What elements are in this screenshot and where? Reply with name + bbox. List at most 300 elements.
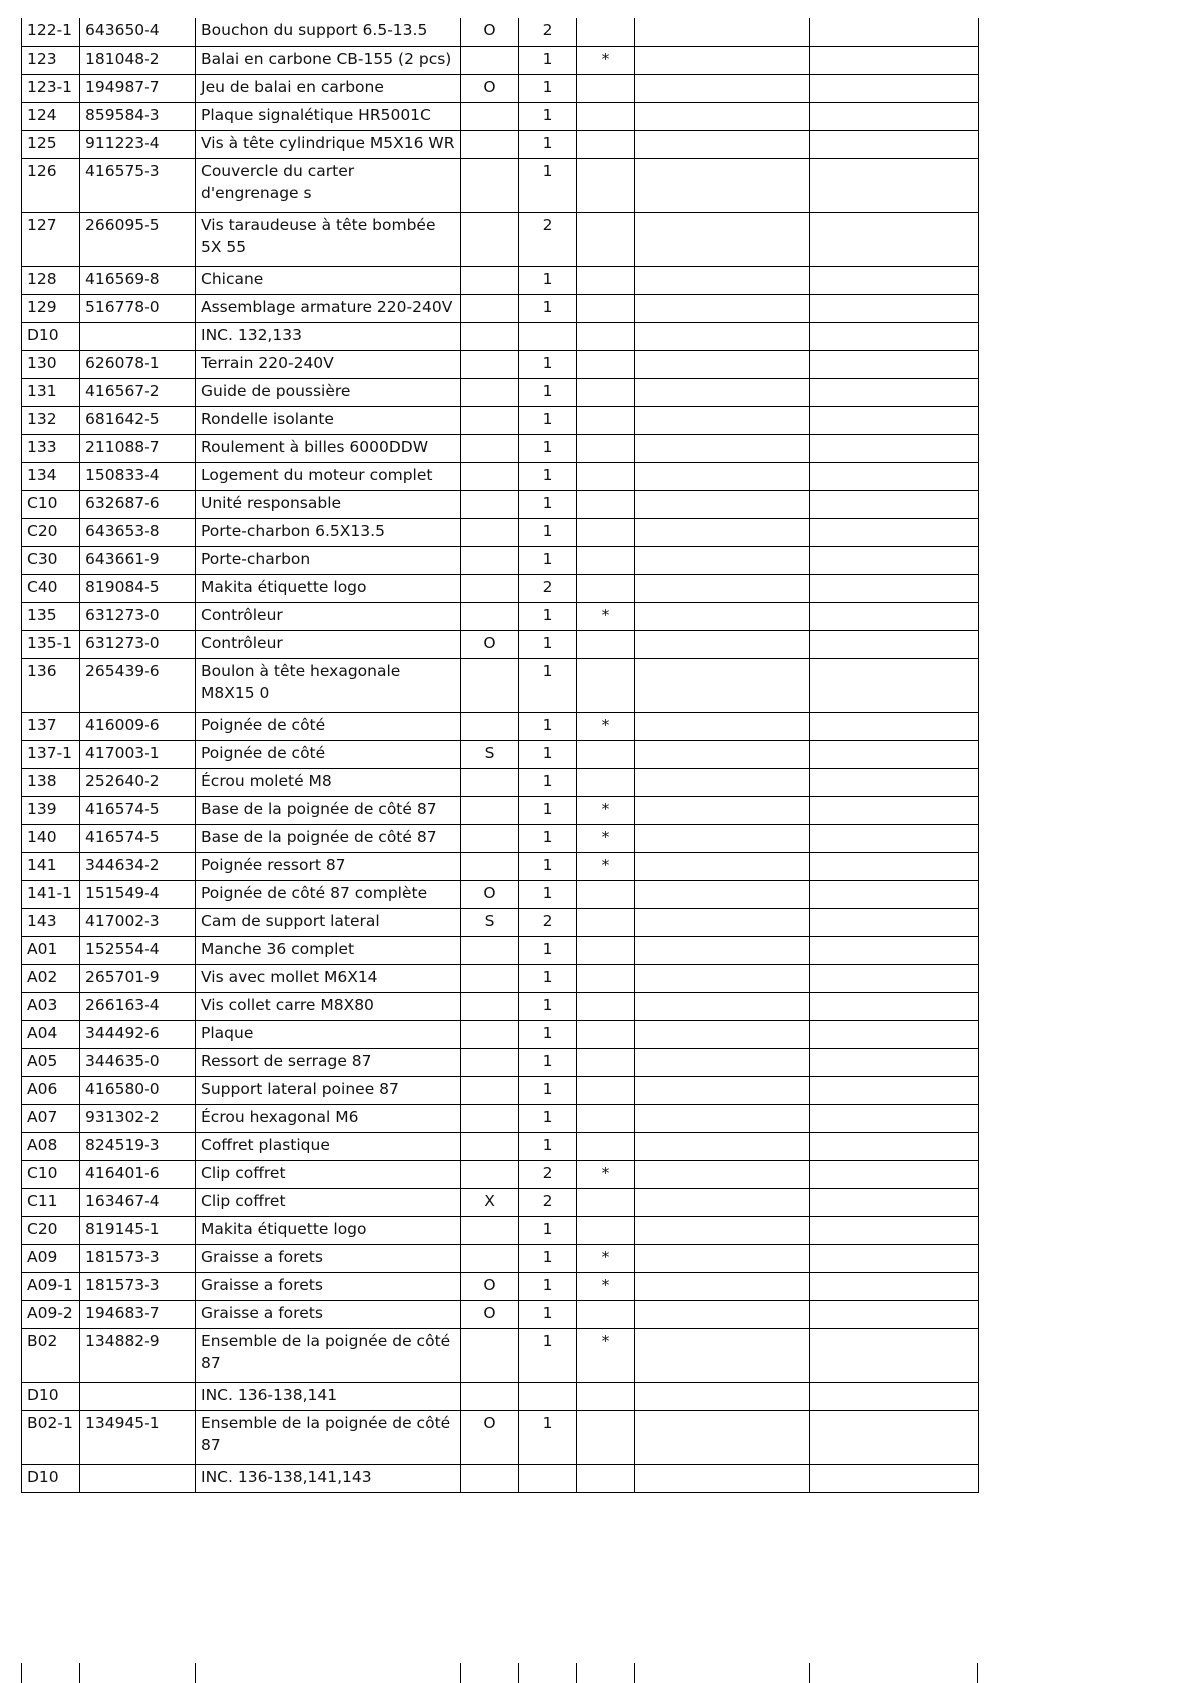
description-cell: Vis à tête cylindrique M5X16 WR (196, 130, 461, 158)
note-cell: * (577, 824, 635, 852)
note-cell (577, 74, 635, 102)
blank-cell (635, 880, 810, 908)
note-cell (577, 102, 635, 130)
mark-cell (461, 158, 519, 212)
mark-cell: O (461, 1410, 519, 1464)
description-cell: Balai en carbone CB-155 (2 pcs) (196, 46, 461, 74)
blank-cell (635, 1272, 810, 1300)
note-cell (577, 462, 635, 490)
item-number-cell: A02 (22, 964, 80, 992)
note-cell: * (577, 1272, 635, 1300)
description-cell: Ressort de serrage 87 (196, 1048, 461, 1076)
blank-cell (635, 1020, 810, 1048)
mark-cell (461, 1382, 519, 1410)
item-number-cell: 128 (22, 266, 80, 294)
blank-cell (810, 212, 979, 266)
item-number-cell: A01 (22, 936, 80, 964)
item-number-cell: A09-2 (22, 1300, 80, 1328)
quantity-cell: 1 (519, 1216, 577, 1244)
mark-cell (461, 1104, 519, 1132)
table-row (22, 992, 979, 1020)
quantity-cell: 1 (519, 1272, 577, 1300)
blank-cell (810, 266, 979, 294)
quantity-cell: 1 (519, 630, 577, 658)
table-continuation (21, 1663, 978, 1683)
quantity-cell: 1 (519, 964, 577, 992)
note-cell: * (577, 602, 635, 630)
table-row (22, 574, 979, 602)
note-cell (577, 630, 635, 658)
part-number-cell: 134882-9 (80, 1328, 196, 1382)
blank-cell (810, 74, 979, 102)
parts-table-body (22, 18, 979, 1492)
blank-cell (810, 1328, 979, 1382)
table-row (22, 908, 979, 936)
part-number-cell (80, 1464, 196, 1492)
column-divider (809, 1663, 810, 1683)
table-row (22, 518, 979, 546)
mark-cell (461, 490, 519, 518)
mark-cell (461, 546, 519, 574)
quantity-cell (519, 322, 577, 350)
part-number-cell: 194683-7 (80, 1300, 196, 1328)
blank-cell (810, 490, 979, 518)
quantity-cell: 1 (519, 712, 577, 740)
blank-cell (635, 908, 810, 936)
parts-table (21, 18, 979, 1493)
quantity-cell: 1 (519, 1020, 577, 1048)
quantity-cell: 2 (519, 1160, 577, 1188)
blank-cell (635, 1328, 810, 1382)
quantity-cell: 1 (519, 796, 577, 824)
mark-cell (461, 130, 519, 158)
item-number-cell: A07 (22, 1104, 80, 1132)
note-cell (577, 18, 635, 46)
part-number-cell: 265439-6 (80, 658, 196, 712)
description-cell: Makita étiquette logo (196, 574, 461, 602)
item-number-cell: 141-1 (22, 880, 80, 908)
column-divider (195, 1663, 196, 1683)
item-number-cell: 124 (22, 102, 80, 130)
blank-cell (810, 852, 979, 880)
mark-cell (461, 712, 519, 740)
description-cell: Chicane (196, 266, 461, 294)
mark-cell: O (461, 18, 519, 46)
description-cell: Poignée de côté (196, 712, 461, 740)
blank-cell (635, 1244, 810, 1272)
blank-cell (810, 518, 979, 546)
description-cell: Poignée de côté (196, 740, 461, 768)
blank-cell (635, 852, 810, 880)
item-number-cell: 143 (22, 908, 80, 936)
table-row (22, 462, 979, 490)
blank-cell (635, 518, 810, 546)
quantity-cell: 1 (519, 46, 577, 74)
blank-cell (810, 434, 979, 462)
item-number-cell: A03 (22, 992, 80, 1020)
quantity-cell: 1 (519, 1244, 577, 1272)
note-cell (577, 1048, 635, 1076)
description-cell: Vis collet carre M8X80 (196, 992, 461, 1020)
blank-cell (635, 158, 810, 212)
item-number-cell: 139 (22, 796, 80, 824)
description-cell: Guide de poussière (196, 378, 461, 406)
part-number-cell: 859584-3 (80, 102, 196, 130)
description-cell: Écrou moleté M8 (196, 768, 461, 796)
description-cell: Porte-charbon 6.5X13.5 (196, 518, 461, 546)
table-row (22, 1132, 979, 1160)
column-divider (79, 1663, 80, 1683)
table-row (22, 322, 979, 350)
quantity-cell: 1 (519, 74, 577, 102)
quantity-cell: 1 (519, 1048, 577, 1076)
blank-cell (810, 1300, 979, 1328)
mark-cell (461, 294, 519, 322)
item-number-cell: A09-1 (22, 1272, 80, 1300)
blank-cell (810, 1382, 979, 1410)
mark-cell (461, 102, 519, 130)
table-row (22, 266, 979, 294)
description-cell: Coffret plastique (196, 1132, 461, 1160)
note-cell (577, 1188, 635, 1216)
note-cell (577, 434, 635, 462)
part-number-cell: 265701-9 (80, 964, 196, 992)
blank-cell (810, 658, 979, 712)
table-row (22, 378, 979, 406)
table-row (22, 46, 979, 74)
item-number-cell: A08 (22, 1132, 80, 1160)
part-number-cell: 252640-2 (80, 768, 196, 796)
blank-cell (810, 1104, 979, 1132)
mark-cell (461, 824, 519, 852)
note-cell: * (577, 712, 635, 740)
blank-cell (635, 350, 810, 378)
part-number-cell: 163467-4 (80, 1188, 196, 1216)
quantity-cell: 1 (519, 546, 577, 574)
item-number-cell: A06 (22, 1076, 80, 1104)
blank-cell (635, 212, 810, 266)
table-row (22, 1300, 979, 1328)
mark-cell (461, 1076, 519, 1104)
part-number-cell: 150833-4 (80, 462, 196, 490)
blank-cell (810, 378, 979, 406)
blank-cell (635, 630, 810, 658)
table-row (22, 1020, 979, 1048)
part-number-cell: 416580-0 (80, 1076, 196, 1104)
item-number-cell: C10 (22, 1160, 80, 1188)
quantity-cell: 2 (519, 574, 577, 602)
quantity-cell: 1 (519, 880, 577, 908)
note-cell (577, 1464, 635, 1492)
blank-cell (635, 102, 810, 130)
blank-cell (635, 740, 810, 768)
quantity-cell: 1 (519, 130, 577, 158)
column-divider (576, 1663, 577, 1683)
description-cell: Écrou hexagonal M6 (196, 1104, 461, 1132)
mark-cell (461, 602, 519, 630)
item-number-cell: A04 (22, 1020, 80, 1048)
mark-cell (461, 768, 519, 796)
blank-cell (635, 964, 810, 992)
item-number-cell: 141 (22, 852, 80, 880)
description-cell: Poignée ressort 87 (196, 852, 461, 880)
note-cell (577, 1020, 635, 1048)
description-cell: Plaque signalétique HR5001C (196, 102, 461, 130)
mark-cell (461, 936, 519, 964)
note-cell (577, 350, 635, 378)
blank-cell (635, 322, 810, 350)
quantity-cell: 1 (519, 740, 577, 768)
quantity-cell: 1 (519, 1410, 577, 1464)
table-row (22, 1464, 979, 1492)
table-row (22, 294, 979, 322)
mark-cell (461, 434, 519, 462)
description-cell: Assemblage armature 220-240V (196, 294, 461, 322)
part-number-cell: 631273-0 (80, 602, 196, 630)
item-number-cell: C11 (22, 1188, 80, 1216)
item-number-cell: C10 (22, 490, 80, 518)
part-number-cell: 631273-0 (80, 630, 196, 658)
table-row (22, 434, 979, 462)
part-number-cell: 416569-8 (80, 266, 196, 294)
part-number-cell: 152554-4 (80, 936, 196, 964)
blank-cell (810, 158, 979, 212)
item-number-cell: 135 (22, 602, 80, 630)
blank-cell (635, 490, 810, 518)
part-number-cell: 819084-5 (80, 574, 196, 602)
blank-cell (635, 46, 810, 74)
item-number-cell: C20 (22, 518, 80, 546)
mark-cell (461, 212, 519, 266)
table-row (22, 602, 979, 630)
table-row (22, 1382, 979, 1410)
part-number-cell: 211088-7 (80, 434, 196, 462)
item-number-cell: 132 (22, 406, 80, 434)
part-number-cell: 417002-3 (80, 908, 196, 936)
item-number-cell: 123 (22, 46, 80, 74)
note-cell: * (577, 796, 635, 824)
table-row (22, 1048, 979, 1076)
mark-cell (461, 658, 519, 712)
quantity-cell: 1 (519, 1104, 577, 1132)
table-row (22, 796, 979, 824)
item-number-cell: 140 (22, 824, 80, 852)
part-number-cell: 416574-5 (80, 824, 196, 852)
blank-cell (635, 266, 810, 294)
blank-cell (635, 1216, 810, 1244)
quantity-cell: 1 (519, 490, 577, 518)
description-cell: Graisse a forets (196, 1244, 461, 1272)
item-number-cell: 135-1 (22, 630, 80, 658)
blank-cell (810, 824, 979, 852)
mark-cell (461, 518, 519, 546)
item-number-cell: C20 (22, 1216, 80, 1244)
table-row (22, 490, 979, 518)
quantity-cell: 1 (519, 992, 577, 1020)
blank-cell (810, 712, 979, 740)
item-number-cell: B02 (22, 1328, 80, 1382)
blank-cell (810, 46, 979, 74)
mark-cell: O (461, 1300, 519, 1328)
blank-cell (635, 658, 810, 712)
quantity-cell: 2 (519, 212, 577, 266)
quantity-cell: 2 (519, 1188, 577, 1216)
part-number-cell: 416567-2 (80, 378, 196, 406)
item-number-cell: 138 (22, 768, 80, 796)
note-cell (577, 158, 635, 212)
description-cell: Support lateral poinee 87 (196, 1076, 461, 1104)
mark-cell: O (461, 880, 519, 908)
description-cell: Ensemble de la poignée de côté 87 (196, 1328, 461, 1382)
blank-cell (810, 130, 979, 158)
blank-cell (810, 602, 979, 630)
table-row (22, 1160, 979, 1188)
mark-cell (461, 462, 519, 490)
note-cell (577, 1132, 635, 1160)
mark-cell (461, 1020, 519, 1048)
part-number-cell: 194987-7 (80, 74, 196, 102)
quantity-cell: 1 (519, 936, 577, 964)
item-number-cell: 123-1 (22, 74, 80, 102)
blank-cell (635, 1132, 810, 1160)
description-cell: Logement du moteur complet (196, 462, 461, 490)
table-row (22, 406, 979, 434)
mark-cell (461, 796, 519, 824)
blank-cell (635, 130, 810, 158)
part-number-cell (80, 322, 196, 350)
description-cell: Boulon à tête hexagonale M8X15 0 (196, 658, 461, 712)
note-cell (577, 1104, 635, 1132)
blank-cell (810, 546, 979, 574)
item-number-cell: B02-1 (22, 1410, 80, 1464)
blank-cell (635, 768, 810, 796)
quantity-cell: 1 (519, 1132, 577, 1160)
blank-cell (635, 462, 810, 490)
quantity-cell: 1 (519, 462, 577, 490)
description-cell: Base de la poignée de côté 87 (196, 824, 461, 852)
blank-cell (810, 1216, 979, 1244)
blank-cell (810, 992, 979, 1020)
mark-cell (461, 1216, 519, 1244)
note-cell (577, 1382, 635, 1410)
blank-cell (810, 796, 979, 824)
quantity-cell: 2 (519, 908, 577, 936)
blank-cell (635, 824, 810, 852)
mark-cell (461, 378, 519, 406)
column-divider (977, 1663, 978, 1683)
part-number-cell: 266095-5 (80, 212, 196, 266)
part-number-cell: 151549-4 (80, 880, 196, 908)
column-divider (634, 1663, 635, 1683)
description-cell: Jeu de balai en carbone (196, 74, 461, 102)
item-number-cell: 133 (22, 434, 80, 462)
description-cell: INC. 136-138,141,143 (196, 1464, 461, 1492)
part-number-cell: 643650-4 (80, 18, 196, 46)
quantity-cell: 1 (519, 434, 577, 462)
item-number-cell: C40 (22, 574, 80, 602)
mark-cell: O (461, 630, 519, 658)
quantity-cell: 1 (519, 602, 577, 630)
table-row (22, 130, 979, 158)
table-row (22, 1244, 979, 1272)
blank-cell (635, 294, 810, 322)
blank-cell (810, 294, 979, 322)
part-number-cell: 824519-3 (80, 1132, 196, 1160)
note-cell (577, 490, 635, 518)
mark-cell (461, 46, 519, 74)
note-cell (577, 1300, 635, 1328)
description-cell: INC. 132,133 (196, 322, 461, 350)
description-cell: Plaque (196, 1020, 461, 1048)
part-number-cell: 181573-3 (80, 1272, 196, 1300)
blank-cell (810, 1464, 979, 1492)
note-cell (577, 574, 635, 602)
part-number-cell: 643653-8 (80, 518, 196, 546)
note-cell (577, 1076, 635, 1104)
blank-cell (635, 406, 810, 434)
blank-cell (810, 350, 979, 378)
note-cell (577, 130, 635, 158)
mark-cell: S (461, 908, 519, 936)
blank-cell (635, 992, 810, 1020)
blank-cell (810, 1020, 979, 1048)
blank-cell (810, 880, 979, 908)
note-cell (577, 1216, 635, 1244)
blank-cell (810, 1160, 979, 1188)
table-row (22, 74, 979, 102)
table-row (22, 1328, 979, 1382)
note-cell (577, 658, 635, 712)
note-cell (577, 880, 635, 908)
mark-cell (461, 852, 519, 880)
part-number-cell: 516778-0 (80, 294, 196, 322)
blank-cell (635, 1382, 810, 1410)
table-row (22, 1216, 979, 1244)
mark-cell (461, 964, 519, 992)
mark-cell (461, 1328, 519, 1382)
blank-cell (635, 1464, 810, 1492)
table-row (22, 880, 979, 908)
description-cell: Roulement à billes 6000DDW (196, 434, 461, 462)
part-number-cell: 266163-4 (80, 992, 196, 1020)
mark-cell (461, 266, 519, 294)
part-number-cell: 344635-0 (80, 1048, 196, 1076)
table-row (22, 658, 979, 712)
blank-cell (810, 322, 979, 350)
blank-cell (810, 102, 979, 130)
blank-cell (810, 964, 979, 992)
item-number-cell: A05 (22, 1048, 80, 1076)
note-cell (577, 378, 635, 406)
blank-cell (810, 406, 979, 434)
table-row (22, 630, 979, 658)
quantity-cell (519, 1464, 577, 1492)
blank-cell (810, 630, 979, 658)
mark-cell (461, 322, 519, 350)
note-cell: * (577, 1244, 635, 1272)
part-number-cell: 632687-6 (80, 490, 196, 518)
blank-cell (635, 546, 810, 574)
item-number-cell: 134 (22, 462, 80, 490)
blank-cell (635, 18, 810, 46)
item-number-cell: 129 (22, 294, 80, 322)
table-row (22, 1104, 979, 1132)
blank-cell (810, 18, 979, 46)
blank-cell (810, 1048, 979, 1076)
item-number-cell: A09 (22, 1244, 80, 1272)
part-number-cell: 344634-2 (80, 852, 196, 880)
blank-cell (810, 768, 979, 796)
